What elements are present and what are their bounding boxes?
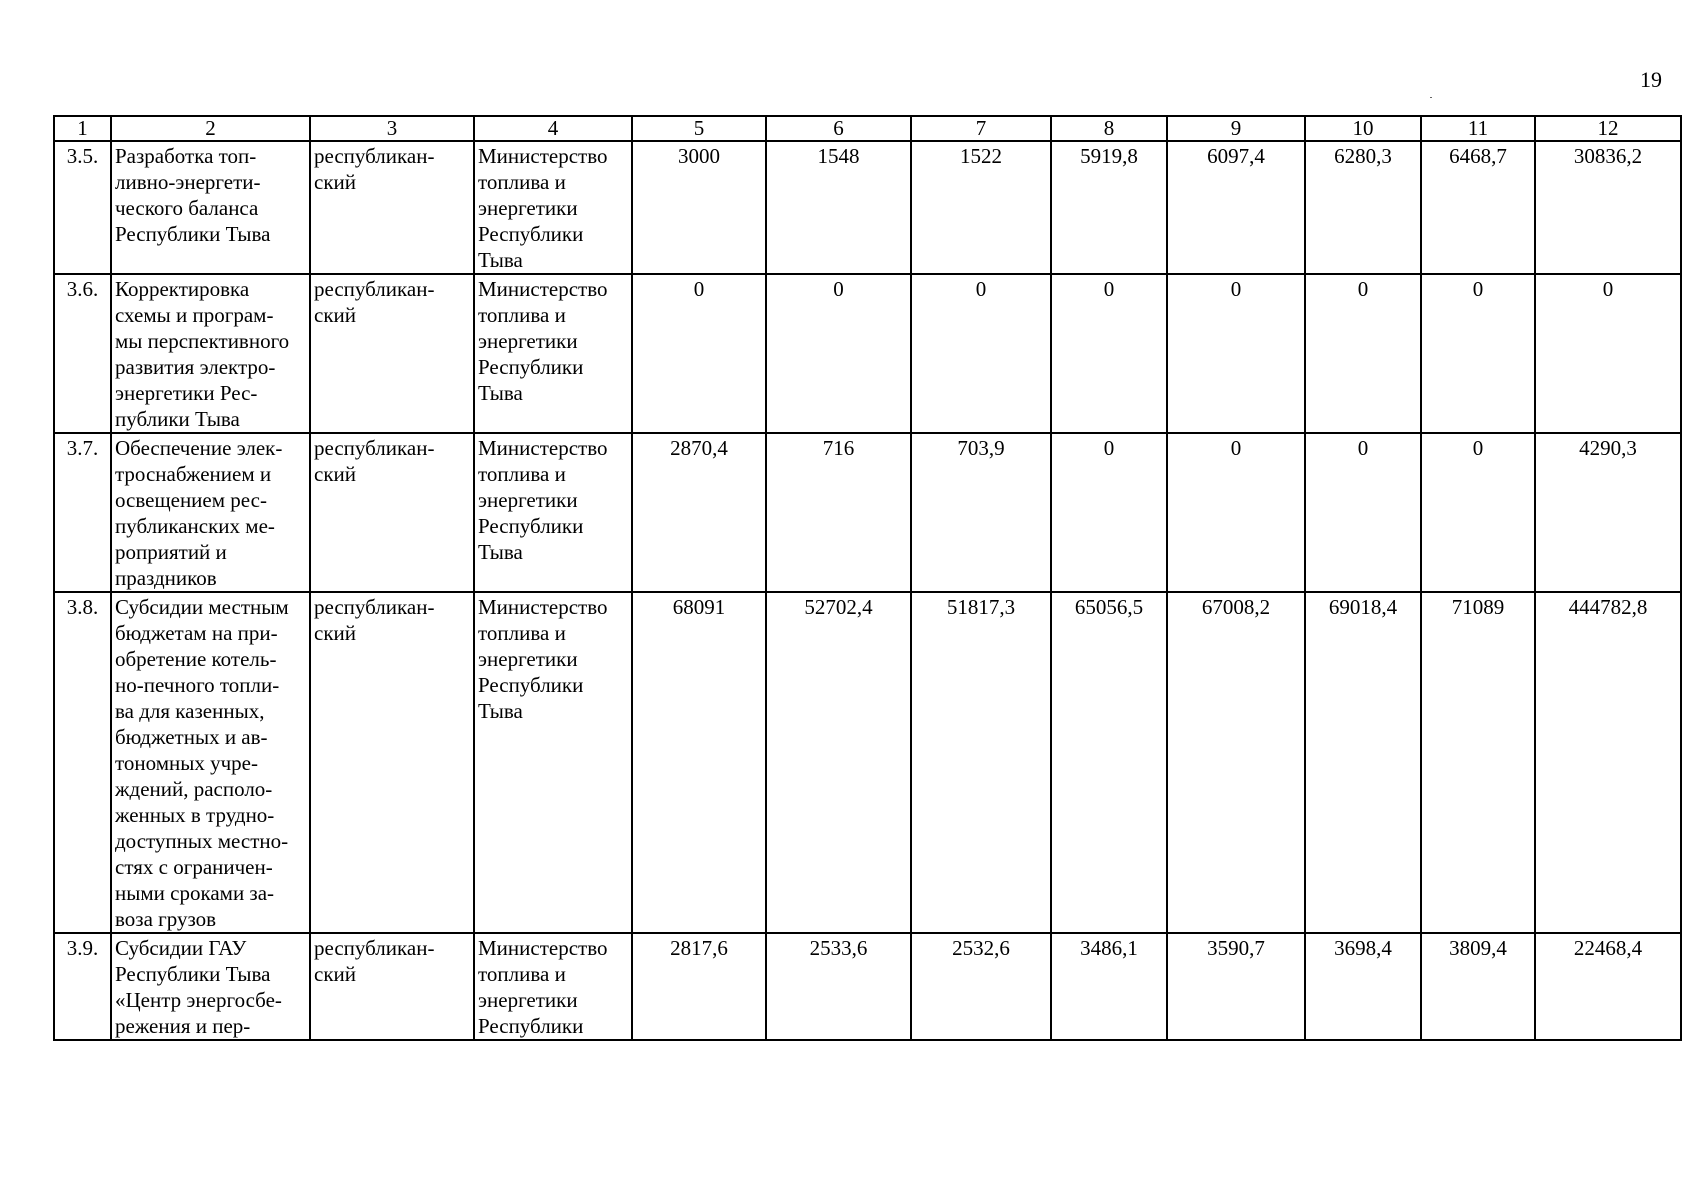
value-cell: 716 [766, 433, 911, 592]
row-number: 3.9. [54, 933, 111, 1040]
column-number: 8 [1051, 116, 1167, 141]
value-cell: 0 [1167, 274, 1305, 433]
activity-name: Обеспечение элек- троснабжением и освещением рес- публиканских ме- роприятий и праздников [111, 433, 310, 592]
page-number: 19 [1640, 67, 1662, 92]
executor: Министерство топлива и энергетики Республики Тыва [474, 274, 632, 433]
column-number: 11 [1421, 116, 1535, 141]
value-cell: 67008,2 [1167, 592, 1305, 933]
column-number: 3 [310, 116, 474, 141]
table-header-row [54, 116, 1681, 141]
value-cell: 3486,1 [1051, 933, 1167, 1040]
value-cell: 703,9 [911, 433, 1051, 592]
value-cell: 0 [632, 274, 766, 433]
budget-level: республикан- ский [310, 141, 474, 274]
executor: Министерство топлива и энергетики Республики [474, 933, 632, 1040]
value-cell: 5919,8 [1051, 141, 1167, 274]
value-cell: 0 [1167, 433, 1305, 592]
value-cell: 4290,3 [1535, 433, 1681, 592]
column-number: 12 [1535, 116, 1681, 141]
executor: Министерство топлива и энергетики Республики Тыва [474, 433, 632, 592]
budget-level: республикан- ский [310, 592, 474, 933]
value-cell: 2817,6 [632, 933, 766, 1040]
value-cell: 65056,5 [1051, 592, 1167, 933]
value-cell: 0 [1421, 274, 1535, 433]
column-number: 6 [766, 116, 911, 141]
value-cell: 1522 [911, 141, 1051, 274]
value-cell: 2532,6 [911, 933, 1051, 1040]
row-number: 3.8. [54, 592, 111, 933]
table-row [54, 274, 1681, 433]
value-cell: 3590,7 [1167, 933, 1305, 1040]
activity-name: Разработка топ- ливно-энергети- ческого баланса Республики Тыва [111, 141, 310, 274]
value-cell: 444782,8 [1535, 592, 1681, 933]
value-cell: 3809,4 [1421, 933, 1535, 1040]
value-cell: 2533,6 [766, 933, 911, 1040]
value-cell: 6468,7 [1421, 141, 1535, 274]
column-number: 7 [911, 116, 1051, 141]
activity-name: Корректировка схемы и програм- мы перспективного развития электро- энергетики Рес- публики Тыва [111, 274, 310, 433]
value-cell: 0 [1051, 433, 1167, 592]
value-cell: 0 [766, 274, 911, 433]
value-cell: 71089 [1421, 592, 1535, 933]
table-row [54, 433, 1681, 592]
executor: Министерство топлива и энергетики Республики Тыва [474, 141, 632, 274]
table-row [54, 933, 1681, 1040]
budget-level: республикан- ский [310, 933, 474, 1040]
value-cell: 51817,3 [911, 592, 1051, 933]
value-cell: 68091 [632, 592, 766, 933]
value-cell: 1548 [766, 141, 911, 274]
column-number: 1 [54, 116, 111, 141]
value-cell: 0 [1421, 433, 1535, 592]
column-number: 2 [111, 116, 310, 141]
value-cell: 6097,4 [1167, 141, 1305, 274]
value-cell: 3000 [632, 141, 766, 274]
value-cell: 0 [1305, 274, 1421, 433]
value-cell: 69018,4 [1305, 592, 1421, 933]
value-cell: 30836,2 [1535, 141, 1681, 274]
value-cell: 0 [1305, 433, 1421, 592]
column-number: 5 [632, 116, 766, 141]
budget-level: республикан- ский [310, 433, 474, 592]
row-number: 3.6. [54, 274, 111, 433]
value-cell: 22468,4 [1535, 933, 1681, 1040]
budget-level: республикан- ский [310, 274, 474, 433]
table-row [54, 592, 1681, 933]
executor: Министерство топлива и энергетики Республики Тыва [474, 592, 632, 933]
row-number: 3.7. [54, 433, 111, 592]
value-cell: 3698,4 [1305, 933, 1421, 1040]
value-cell: 0 [1535, 274, 1681, 433]
value-cell: 6280,3 [1305, 141, 1421, 274]
row-number: 3.5. [54, 141, 111, 274]
column-number: 4 [474, 116, 632, 141]
value-cell: 52702,4 [766, 592, 911, 933]
table-row [54, 141, 1681, 274]
column-number: 9 [1167, 116, 1305, 141]
value-cell: 0 [1051, 274, 1167, 433]
scan-mark [1430, 97, 1432, 98]
activity-name: Субсидии местным бюджетам на при- обретение котель- но-печного топли- ва для казенных, бюджетных и ав- тономных учре- ждений, располо- женных в трудно- доступных местно- стях с ограничен- ными сроками за- воза грузов [111, 592, 310, 933]
program-table [53, 115, 1682, 1041]
activity-name: Субсидии ГАУ Республики Тыва «Центр энергосбе- режения и пер- [111, 933, 310, 1040]
value-cell: 2870,4 [632, 433, 766, 592]
value-cell: 0 [911, 274, 1051, 433]
column-number: 10 [1305, 116, 1421, 141]
